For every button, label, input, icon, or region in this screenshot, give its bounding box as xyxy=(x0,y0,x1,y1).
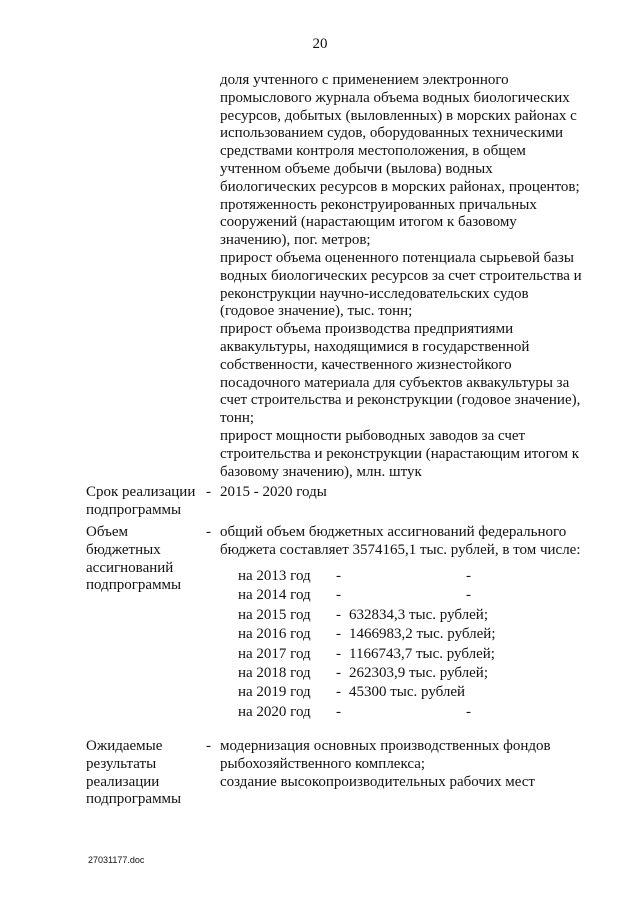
indicator-line: строительства и реконструкции (нарастающим итогом к xyxy=(220,445,580,462)
funding-label xyxy=(86,524,198,595)
funding-label-line: ассигнований xyxy=(86,559,174,576)
term-label-line: Срок реализации xyxy=(86,484,196,500)
funding-intro-line: бюджета составляет 3574165,1 тыс. рублей, в том числе: xyxy=(220,541,581,558)
page-number: 20 xyxy=(312,36,328,52)
term-value-line: 2015 - 2020 годы xyxy=(220,484,327,500)
indicator-line: прирост объема оцененного потенциала сырьевой базы xyxy=(220,249,574,266)
results-label-line: подпрограммы xyxy=(86,791,182,808)
indicator-line: биологических ресурсов в морских районах, процентов; xyxy=(220,178,580,195)
year-label: на 2018 год xyxy=(238,664,311,681)
year-amount: 262303,9 тыс. рублей; xyxy=(349,664,488,681)
term-label xyxy=(86,484,198,520)
results-label-line: Ожидаемые xyxy=(86,738,163,754)
indicator-line: прирост мощности рыбоводных заводов за счет xyxy=(220,427,526,444)
indicator-line: учтенном объеме добычи (вылова) водных xyxy=(220,160,493,177)
results-dash: - xyxy=(206,738,211,754)
indicator-line: базовому значению), млн. штук xyxy=(220,463,422,480)
indicator-line: (годовое значение), тыс. тонн; xyxy=(220,303,413,320)
year-dash-right: - xyxy=(466,703,471,720)
year-dash-right: - xyxy=(466,568,471,584)
results-label-line: реализации xyxy=(86,773,160,790)
indicator-line: средствами контроля местоположения, в общем xyxy=(220,143,526,160)
funding-year-row xyxy=(238,664,538,683)
year-label: на 2016 год xyxy=(238,626,311,643)
year-dash: - xyxy=(336,587,341,604)
year-label: на 2019 год xyxy=(238,684,311,701)
funding-label-line: Объем xyxy=(86,524,128,540)
results-line: рыбохозяйственного комплекса; xyxy=(220,755,426,772)
funding-year-row xyxy=(238,645,538,664)
indicator-line: доля учтенного с применением электронного xyxy=(220,72,509,88)
year-label: на 2015 год xyxy=(238,606,311,623)
indicator-line: аквакультуры, находящимися в государственной xyxy=(220,338,530,355)
funding-label-line: подпрограммы xyxy=(86,577,182,594)
document-filename: 27031177.doc xyxy=(88,855,145,865)
indicator-line: сооружений (нарастающим итогом к базовому xyxy=(220,214,517,231)
indicator-line: реконструкции научно-исследовательских судов xyxy=(220,285,529,302)
funding-years-table xyxy=(238,567,538,722)
funding-intro-line: общий объем бюджетных ассигнований федерального xyxy=(220,524,567,540)
results-label xyxy=(86,738,198,809)
indicators-text xyxy=(220,72,595,481)
indicator-line: промыслового журнала объема водных биологических xyxy=(220,89,570,106)
funding-dash: - xyxy=(206,524,211,540)
year-dash: - xyxy=(336,568,341,584)
term-dash: - xyxy=(206,484,211,500)
funding-year-row xyxy=(238,606,538,625)
year-amount: 45300 тыс. рублей xyxy=(349,684,466,701)
results-value xyxy=(220,738,600,791)
funding-year-row xyxy=(238,703,538,722)
year-label: на 2020 год xyxy=(238,703,311,720)
year-amount: 632834,3 тыс. рублей; xyxy=(349,606,488,623)
funding-year-row xyxy=(238,567,538,586)
indicator-line: протяженность реконструированных причальных xyxy=(220,196,537,213)
year-dash: - xyxy=(336,626,341,643)
term-row xyxy=(0,484,640,524)
indicator-line: водных биологических ресурсов за счет строительства и xyxy=(220,267,582,284)
funding-label-line: бюджетных xyxy=(86,541,161,558)
year-dash: - xyxy=(336,684,341,701)
results-line: создание высокопроизводительных рабочих мест xyxy=(220,773,535,790)
indicator-line: счет строительства и реконструкции (годовое значение), xyxy=(220,392,581,409)
indicator-line: собственности, качественного жизнестойкого xyxy=(220,356,512,373)
indicator-line: значению), пог. метров; xyxy=(220,232,371,249)
term-value xyxy=(220,484,600,502)
year-dash: - xyxy=(336,703,341,720)
year-label: на 2017 год xyxy=(238,645,311,662)
year-amount: 1466983,2 тыс. рублей; xyxy=(349,626,496,643)
funding-year-row xyxy=(238,586,538,605)
year-dash: - xyxy=(336,645,341,662)
year-amount: 1166743,7 тыс. рублей; xyxy=(349,645,495,662)
year-dash: - xyxy=(336,606,341,623)
indicator-line: прирост объема производства предприятиями xyxy=(220,321,514,338)
indicator-line: тонн; xyxy=(220,410,255,427)
term-label-line: подпрограммы xyxy=(86,501,182,518)
year-label: на 2014 год xyxy=(238,587,311,604)
indicator-line: посадочного материала для субъектов аквакультуры за xyxy=(220,374,570,391)
year-dash-right: - xyxy=(466,587,471,604)
results-line: модернизация основных производственных фондов xyxy=(220,738,551,754)
year-dash: - xyxy=(336,664,341,681)
funding-year-row xyxy=(238,625,538,644)
indicator-line: использованием судов, оборудованных техническими xyxy=(220,125,564,142)
funding-year-row xyxy=(238,683,538,702)
results-row xyxy=(0,738,640,818)
year-label: на 2013 год xyxy=(238,568,311,584)
indicator-line: ресурсов, добытых (выловленных) в морских районах с xyxy=(220,107,577,124)
results-label-line: результаты xyxy=(86,755,157,772)
funding-intro xyxy=(220,524,600,560)
